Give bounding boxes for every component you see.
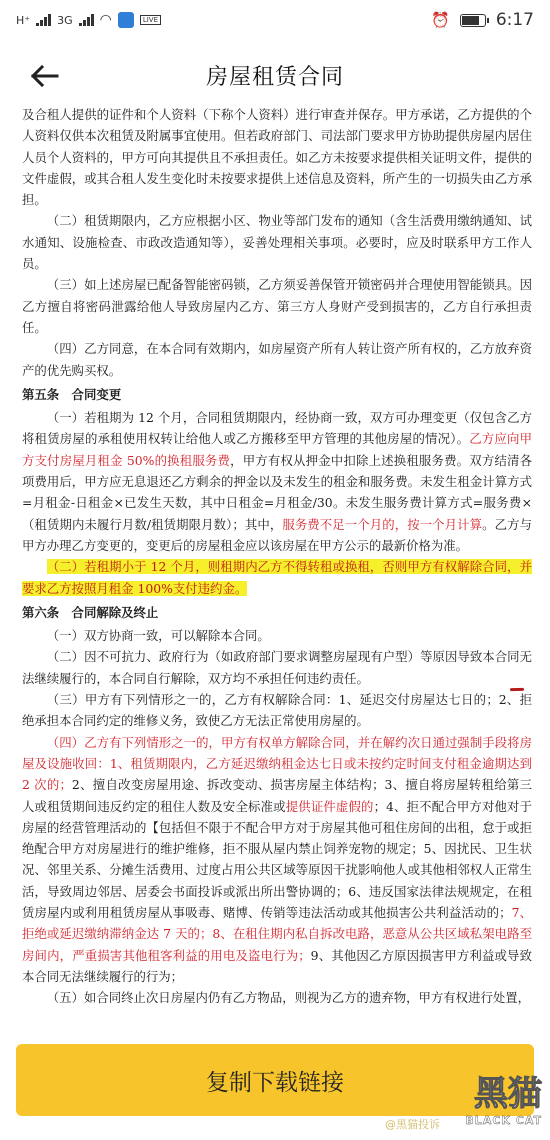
back-arrow-icon bbox=[29, 64, 59, 88]
status-left bbox=[16, 12, 161, 28]
page-title: 房屋租赁合同 bbox=[205, 64, 344, 90]
clause-text-red: 7、拒绝或延迟缴纳滞纳金达 7 天的；8、在租住期内私自拆改电路，恶意从公共区域私架电路至房间内，严重损害其他租客利益的用电及盗电行为； bbox=[22, 904, 533, 963]
signal-icon-2 bbox=[79, 14, 94, 26]
article-6-heading: 第六条 合同解除及终止 bbox=[22, 604, 159, 620]
article-6-clause-4 bbox=[22, 732, 532, 988]
watermark-text: BLACK CAT bbox=[465, 1114, 542, 1127]
clause-text: 2、擅自改变房屋用途、拆改变动、损害房屋主体结构；3、擅自将房屋转租给第三人或租赁期间违反约定的租住人数及安全标准或 bbox=[22, 777, 532, 814]
battery-icon bbox=[460, 14, 486, 27]
black-cat-watermark bbox=[438, 1074, 542, 1136]
clause-text: 。乙方与甲方办理乙方变更的，变更后的房屋租金应以该房屋在甲方公示的最新价格为准。 bbox=[22, 516, 532, 553]
network-type-label: H⁺ bbox=[16, 13, 31, 27]
clause-text: ，甲方有权从押金中扣除上述换租服务费。双方结清各项费用后，甲方应无息退还乙方剩余的押金以及未发生的租金和服务费。未发生租金计算方式=月租金-日租金×已发生天数，其中日租金=月租金/30。未发生服务费计算方式=服务费×（租赁期内未履行月数/租赁期限月数）；其中， bbox=[22, 452, 533, 532]
article-6-clause-2 bbox=[22, 646, 532, 689]
article-5-heading: 第五条 合同变更 bbox=[22, 386, 122, 402]
clause-text-red: 服务费不足一个月的，按一个月计算 bbox=[282, 516, 483, 532]
clause-text: （一）若租期为 12 个月，合同租赁期限内，经协商一致，双方可办理变更（仅包含乙方将租赁房屋的承租使用权转让给他人或乙方搬移至甲方管理的其他房屋的情况）。 bbox=[22, 410, 532, 447]
contract-document bbox=[22, 104, 533, 1006]
back-button[interactable] bbox=[24, 58, 64, 94]
doc-paragraph: 及合租人提供的证件和个人资料（下称个人资料）进行审查并保存。甲方承诺，乙方提供的个人资料仅供本次租赁及附属事宜使用。但若政府部门、司法部门要求甲方协助提供房屋内居住人员个人资料的，甲方可向其提供且不承担责任。如乙方未按要求提供相关证明文件，提供的文件虚假，或其合租人发生变化时未按要求提供上述信息及资料，所产生的一切损失由乙方承担。 bbox=[22, 107, 532, 208]
signal-icon bbox=[36, 14, 51, 26]
doc-paragraph: （四）乙方同意，在本合同有效期内，如房屋资产所有人转让资产所有权的，乙方放弃资产的优先购买权。 bbox=[22, 341, 532, 378]
article-6-clause-3: （三）甲方有下列情形之一的，乙方有权解除合同：1、延迟交付房屋达七日的；2、拒绝承担本合同约定的维修义务，致使乙方无法正常使用房屋的。 bbox=[22, 692, 532, 729]
status-time: 6:17 bbox=[495, 10, 534, 30]
nav-bar bbox=[0, 40, 550, 110]
clause-text-red: 提供证件虚假的 bbox=[285, 798, 374, 814]
clause-text: ；4、拒不配合甲方对他对于房屋的经营管理活动的【包括但不限于不配合甲方对于房屋其他可租住房间的出租，怠于或拒绝配合甲方对房屋进行的维护维修，拒不服从屋内禁止饲养宠物的规定；5、因扰民、卫生状况、邻里关系、分摊生活费用、过度占用公共区域等原因干扰影响他人或其他相邻权人正常生活，导致周边邻居、居委会书面投诉或派出所出警协调的；6、违反国家法律法规规定，在租赁房屋内或利用租赁房屋从事吸毒、赌博、传销等违法活动或其他损害公共利益活动的； bbox=[22, 798, 533, 920]
status-bar bbox=[0, 0, 550, 40]
article-6-clause-1: （一）双方协商一致，可以解除本合同。 bbox=[46, 628, 270, 644]
alarm-icon: ⏰ bbox=[431, 11, 450, 29]
article-5-clause-2 bbox=[22, 556, 532, 599]
clause-text: （二）因不可抗力、政府行为（如政府部门要求调整房屋现有户型）等原因导致本合同 bbox=[46, 649, 520, 665]
hand-underlined-text: 无法继续履行的，本合同自行解除，双方均不承担任何违约责任。 bbox=[22, 649, 532, 686]
status-right bbox=[431, 10, 534, 30]
article-6-clause-5: （五）如合同终止次日房屋内仍有乙方物品，则视为乙方的遗弃物，甲方有权进行处置， bbox=[46, 990, 531, 1006]
watermark-user: @黑猫投诉 bbox=[385, 1118, 440, 1131]
copy-download-link-button[interactable]: 复制下载链接 bbox=[16, 1044, 534, 1116]
highlighted-clause: （二）若租期小于 12 个月，则租期内乙方不得转租或换租，否则甲方有权解除合同，并要求乙方按照月租金 100%支付违约金。 bbox=[22, 559, 532, 596]
watermark-logo: 黑猫 bbox=[474, 1074, 542, 1114]
shield-app-icon bbox=[118, 12, 134, 28]
clause-text: 9、其他因乙方原因损害甲方利益或导致本合同无法继续履行的行为； bbox=[22, 947, 533, 984]
battery-level-fill bbox=[462, 16, 479, 25]
article-5-clause-1 bbox=[22, 407, 532, 556]
doc-paragraph: （二）租赁期限内，乙方应根据小区、物业等部门发布的通知（含生活费用缴纳通知、试水通知、设施检查、市政改造通知等），妥善处理相关事项。必要时，应及时联系甲方工作人员。 bbox=[22, 213, 532, 272]
clause-text-red: 乙方应向甲方支付房屋月租金 50%的换租服务费 bbox=[22, 431, 532, 468]
live-app-badge: LIVE bbox=[140, 15, 161, 25]
wifi-icon: ◠ bbox=[99, 12, 112, 28]
clause-text-red: （四）乙方有下列情形之一的，甲方有权单方解除合同，并在解约次日通过强制手段将房屋及设施收回：1、租赁期限内，乙方延迟缴纳租金达七日或未按约定时间支付租金逾期达到 2 次的； bbox=[22, 734, 532, 793]
network-type-label-2: 3G bbox=[57, 13, 73, 27]
doc-paragraph: （三）如上述房屋已配备智能密码锁，乙方须妥善保管开锁密码并合理使用智能锁具。因乙方擅自将密码泄露给他人导致房屋内乙方、第三方人身财产受到损害的，乙方自行承担责任。 bbox=[22, 277, 532, 335]
